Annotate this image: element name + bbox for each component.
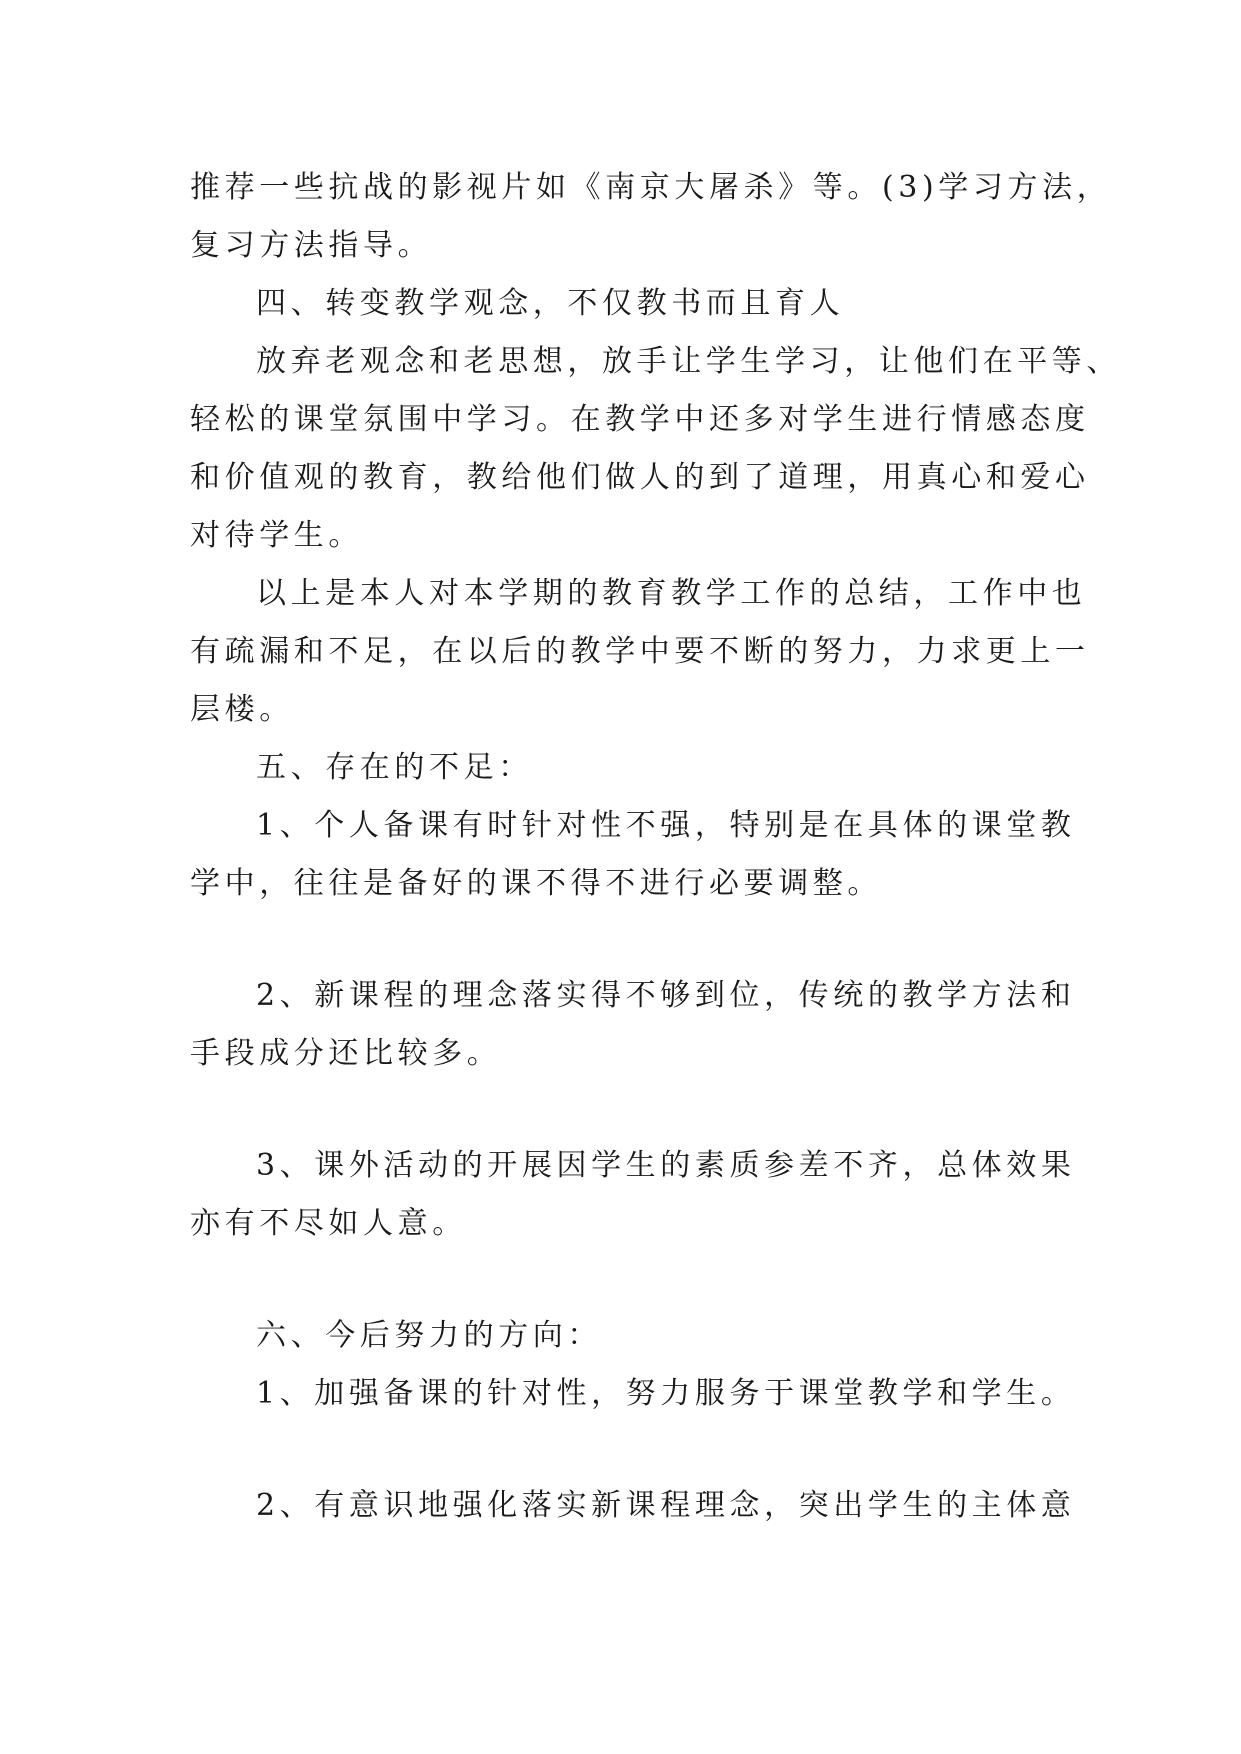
text-line: 层楼。 <box>190 692 294 727</box>
list-item: 1、个人备课有时针对性不强，特别是在具体的课堂教 <box>256 808 1076 843</box>
text-line: 对待学生。 <box>190 518 363 553</box>
text-line: 复习方法指导。 <box>190 228 433 263</box>
text-line: 以上是本人对本学期的教育教学工作的总结，工作中也 <box>256 576 1087 611</box>
text-line: 推荐一些抗战的影视片如《南京大屠杀》等。(3)学习方法， <box>190 170 1112 205</box>
text-line: 轻松的课堂氛围中学习。在教学中还多对学生进行情感态度 <box>190 402 1090 437</box>
text-line: 有疏漏和不足，在以后的教学中要不断的努力，力求更上一 <box>190 634 1090 669</box>
section-heading: 四、转变教学观念，不仅教书而且育人 <box>256 286 845 321</box>
list-item: 2、新课程的理念落实得不够到位，传统的教学方法和 <box>256 978 1076 1013</box>
text-line: 亦有不尽如人意。 <box>190 1206 467 1241</box>
list-item: 3、课外活动的开展因学生的素质参差不齐，总体效果 <box>256 1148 1076 1183</box>
section-heading: 五、存在的不足： <box>256 750 533 785</box>
text-line: 和价值观的教育，教给他们做人的到了道理，用真心和爱心 <box>190 460 1090 495</box>
text-line: 学中，往往是备好的课不得不进行必要调整。 <box>190 866 882 901</box>
text-line: 手段成分还比较多。 <box>190 1036 502 1071</box>
list-item: 1、加强备课的针对性，努力服务于课堂教学和学生。 <box>256 1376 1076 1411</box>
section-heading: 六、今后努力的方向： <box>256 1318 602 1353</box>
list-item: 2、有意识地强化落实新课程理念，突出学生的主体意 <box>256 1488 1076 1523</box>
text-line: 放弃老观念和老思想，放手让学生学习，让他们在平等、 <box>256 344 1121 379</box>
